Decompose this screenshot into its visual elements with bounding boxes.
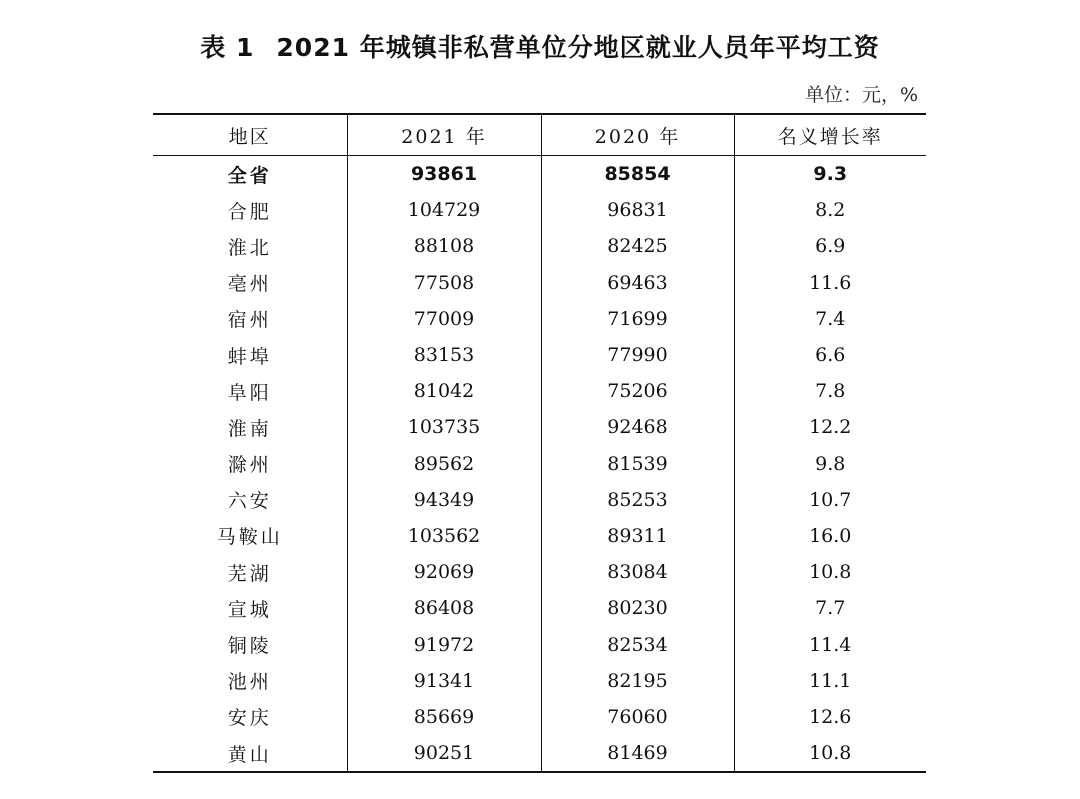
cell-growth: 7.8 <box>734 373 926 409</box>
table-row <box>153 518 926 554</box>
table-row <box>153 554 926 590</box>
cell-2021: 94349 <box>347 482 541 518</box>
cell-2020: 71699 <box>541 301 734 337</box>
cell-2020: 69463 <box>541 265 734 301</box>
cell-2021: 104729 <box>347 192 541 228</box>
cell-region: 铜陵 <box>227 635 272 658</box>
cell-region: 淮北 <box>227 236 272 259</box>
cell-growth: 16.0 <box>734 518 926 554</box>
cell-2021: 88108 <box>347 228 541 264</box>
table-row <box>153 446 926 482</box>
table-row <box>153 590 926 626</box>
cell-2021: 81042 <box>347 373 541 409</box>
cell-growth: 8.2 <box>734 192 926 228</box>
table-row <box>153 663 926 699</box>
cell-growth: 10.8 <box>734 554 926 590</box>
cell-2021: 89562 <box>347 446 541 482</box>
cell-growth: 9.8 <box>734 446 926 482</box>
cell-region: 淮南 <box>227 417 272 440</box>
cell-2020: 96831 <box>541 192 734 228</box>
cell-2021: 77009 <box>347 301 541 337</box>
cell-2020: 83084 <box>541 554 734 590</box>
cell-region: 全省 <box>227 164 272 187</box>
cell-region: 六安 <box>227 490 272 513</box>
cell-2021: 103562 <box>347 518 541 554</box>
cell-region: 芜湖 <box>227 562 272 585</box>
cell-2020: 76060 <box>541 699 734 735</box>
cell-2020: 82534 <box>541 626 734 662</box>
header-2021: 2021 年 <box>347 114 541 156</box>
cell-2020: 82425 <box>541 228 734 264</box>
cell-2021: 93861 <box>347 156 541 193</box>
table-row <box>153 626 926 662</box>
table-row <box>153 409 926 445</box>
cell-2020: 92468 <box>541 409 734 445</box>
cell-2020: 75206 <box>541 373 734 409</box>
cell-2021: 77508 <box>347 265 541 301</box>
table-row <box>153 482 926 518</box>
cell-region: 蚌埠 <box>227 345 272 368</box>
cell-region: 阜阳 <box>227 381 272 404</box>
cell-growth: 11.1 <box>734 663 926 699</box>
cell-region: 合肥 <box>227 200 272 223</box>
cell-2020: 89311 <box>541 518 734 554</box>
table-row <box>153 192 926 228</box>
cell-2020: 81469 <box>541 735 734 772</box>
table-row <box>153 228 926 264</box>
cell-2020: 82195 <box>541 663 734 699</box>
cell-growth: 12.2 <box>734 409 926 445</box>
cell-region: 宣城 <box>227 598 272 621</box>
cell-growth: 10.8 <box>734 735 926 772</box>
header-growth: 名义增长率 <box>734 114 926 156</box>
table-number: 表 1 <box>200 33 255 62</box>
cell-region: 马鞍山 <box>216 526 283 549</box>
cell-2020: 85854 <box>541 156 734 193</box>
cell-2020: 81539 <box>541 446 734 482</box>
cell-growth: 6.6 <box>734 337 926 373</box>
cell-growth: 10.7 <box>734 482 926 518</box>
cell-2021: 103735 <box>347 409 541 445</box>
unit-note: 单位：元，% <box>804 84 918 106</box>
cell-region: 池州 <box>227 671 272 694</box>
cell-2020: 80230 <box>541 590 734 626</box>
cell-2021: 90251 <box>347 735 541 772</box>
cell-region: 黄山 <box>227 743 272 766</box>
cell-2021: 83153 <box>347 337 541 373</box>
cell-2021: 91341 <box>347 663 541 699</box>
cell-growth: 11.6 <box>734 265 926 301</box>
header-2020: 2020 年 <box>541 114 734 156</box>
table-row <box>153 265 926 301</box>
cell-2021: 85669 <box>347 699 541 735</box>
table-row <box>153 301 926 337</box>
cell-growth: 12.6 <box>734 699 926 735</box>
cell-growth: 6.9 <box>734 228 926 264</box>
table-title-text: 2021 年城镇非私营单位分地区就业人员年平均工资 <box>276 33 880 62</box>
table-row <box>153 156 926 193</box>
cell-2020: 77990 <box>541 337 734 373</box>
table-row <box>153 337 926 373</box>
cell-region: 滁州 <box>227 454 272 477</box>
table-title <box>0 28 1080 64</box>
cell-region: 安庆 <box>227 707 272 730</box>
cell-growth: 9.3 <box>734 156 926 193</box>
header-row <box>153 114 926 156</box>
cell-2021: 86408 <box>347 590 541 626</box>
cell-growth: 7.4 <box>734 301 926 337</box>
cell-region: 宿州 <box>227 309 272 332</box>
cell-growth: 7.7 <box>734 590 926 626</box>
table-row <box>153 373 926 409</box>
cell-2020: 85253 <box>541 482 734 518</box>
table-row <box>153 699 926 735</box>
cell-growth: 11.4 <box>734 626 926 662</box>
cell-region: 亳州 <box>227 273 272 296</box>
cell-2021: 92069 <box>347 554 541 590</box>
cell-2021: 91972 <box>347 626 541 662</box>
header-region: 地区 <box>228 125 271 148</box>
table-row <box>153 735 926 772</box>
wage-table <box>153 113 926 773</box>
